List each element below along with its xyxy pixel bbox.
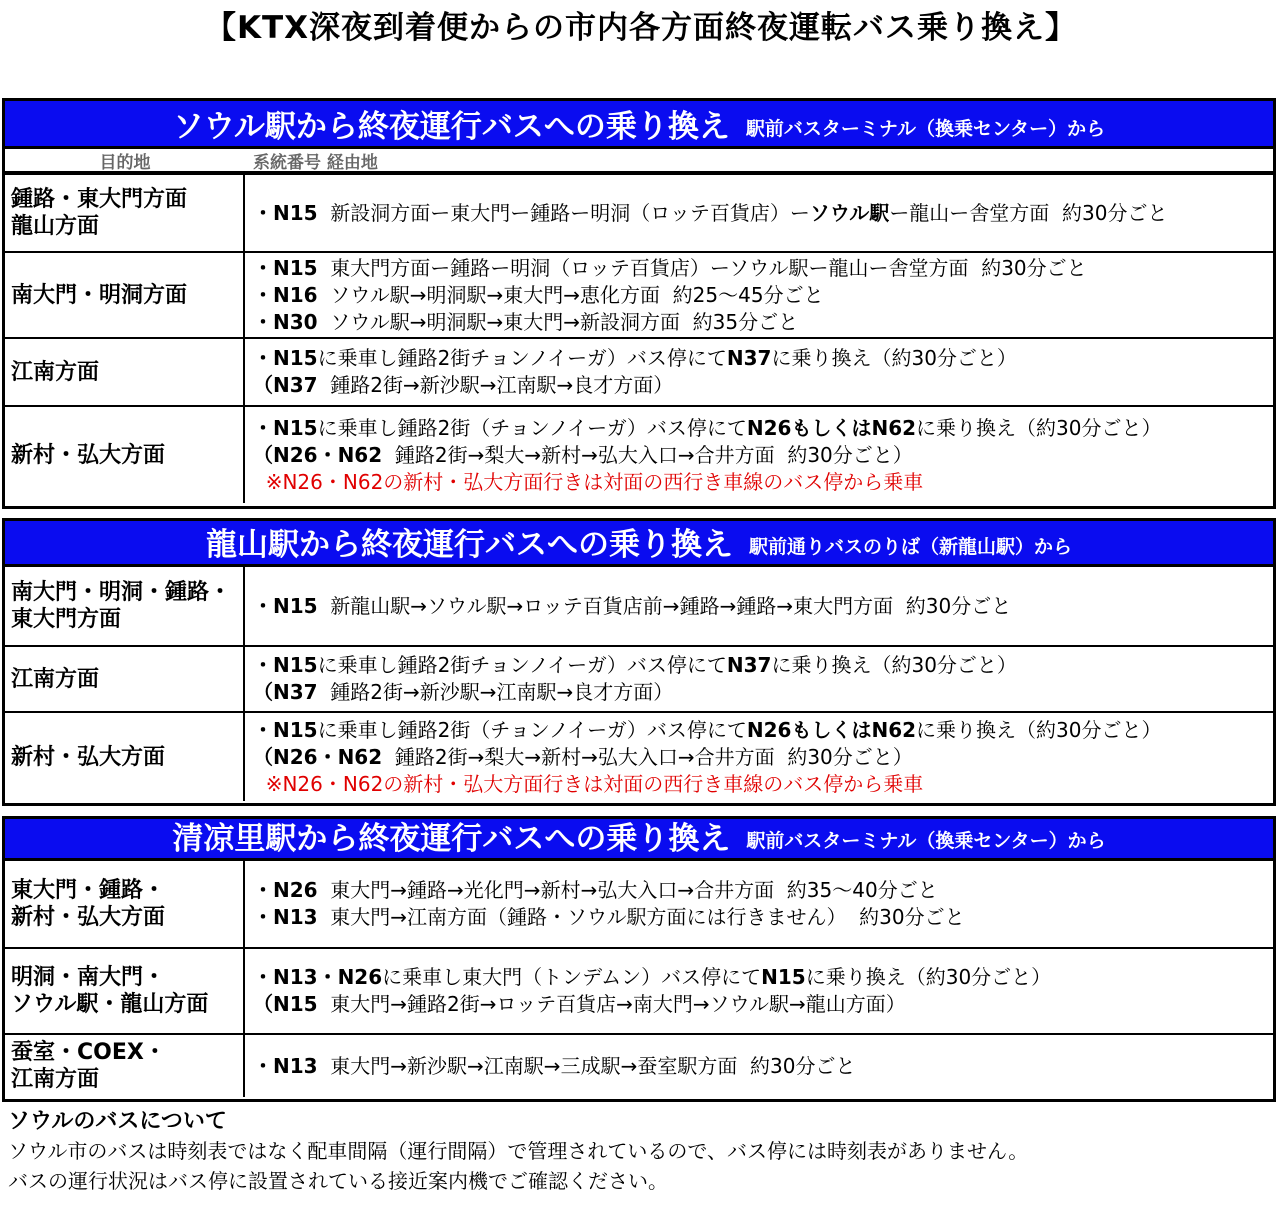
route-text: に乗り換え（約30分ごと） (805, 965, 1052, 989)
route-line (253, 717, 1265, 744)
table-row (5, 861, 1273, 947)
route-line (253, 415, 1265, 442)
route-line (253, 593, 1265, 620)
destination-line: 鍾路・東大門方面 (11, 187, 188, 212)
route-line (253, 469, 1265, 496)
column-header (5, 149, 1273, 173)
boarding-note: ※N26・N62の新村・弘大方面行きは対面の西行き車線のバス停から乗車 (253, 469, 924, 494)
route-text: に乗車し鍾路2街（チョンノイーガ）バス停にて (317, 717, 747, 742)
destination-line: 南大門・明洞・鍾路・ (11, 580, 232, 605)
route-number: ソウル駅 (809, 200, 890, 225)
section-title: 龍山駅から終夜運行バスへの乗り換え (205, 527, 733, 563)
route-text: 新龍山駅→ソウル駅→ロッテ百貨店前→鍾路→鍾路→東大門方面 約30分ごと (317, 593, 1012, 618)
column-route: 系統番号 経由地 (253, 152, 378, 173)
route-text: に乗車し鍾路2街チョンノイーガ）バス停にて (317, 653, 727, 677)
destination-cell (5, 1035, 245, 1097)
destination-cell (5, 253, 245, 337)
destination-cell (5, 861, 245, 947)
route-number: N26もしくはN62 (746, 415, 917, 440)
table-row (5, 711, 1273, 801)
route-number: （N15 (253, 992, 318, 1016)
route-text: に乗車し鍾路2街（チョンノイーガ）バス停にて (317, 415, 747, 440)
destination-line: 東大門・鍾路・ (11, 878, 166, 903)
destination-line: 江南方面 (11, 359, 100, 385)
route-text: 鍾路2街→梨大→新村→弘大入口→合井方面 約30分ごと） (382, 744, 913, 769)
section-subtitle: 駅前バスターミナル（換乗センター）から (746, 830, 1106, 852)
route-line (253, 1053, 1265, 1080)
about-line: ソウル市のバスは時刻表ではなく配車間隔（運行間隔）で管理されているので、バス停には時刻表がありません。 (8, 1139, 1029, 1163)
destination-line: 龍山方面 (11, 214, 100, 239)
route-cell (245, 949, 1273, 1033)
route-text: に乗り換え（約30分ごと） (771, 653, 1017, 677)
route-text: 鍾路2街→新沙駅→江南駅→良才方面） (317, 373, 674, 397)
section-header (5, 101, 1273, 149)
table-row (5, 173, 1273, 251)
route-line (253, 652, 1265, 679)
destination-cell (5, 407, 245, 503)
section-yongsan-station (2, 518, 1276, 806)
route-text: に乗車し鍾路2街チョンノイーガ）バス停にて (317, 346, 727, 370)
route-number: N37 (726, 653, 772, 677)
table-row (5, 251, 1273, 337)
route-line (253, 442, 1265, 469)
route-cell (245, 175, 1273, 251)
route-number: ・N30 (253, 309, 318, 334)
route-number: ・N13・N26 (253, 965, 383, 989)
route-number: ・N15 (253, 593, 318, 618)
route-text: ソウル駅→明洞駅→東大門→恵化方面 約25～45分ごと (317, 282, 824, 307)
route-number: （N37 (253, 680, 318, 704)
route-line (253, 991, 1265, 1018)
destination-cell (5, 713, 245, 801)
destination-line: 江南方面 (11, 1067, 100, 1092)
route-number: N15 (761, 965, 806, 989)
section-header (5, 521, 1273, 567)
route-text: ソウル駅→明洞駅→東大門→新設洞方面 約35分ごと (317, 309, 799, 334)
route-number: ・N26 (253, 878, 318, 902)
route-number: ・N13 (253, 1053, 318, 1078)
destination-line: ソウル駅・龍山方面 (11, 992, 209, 1017)
destination-line: 明洞・南大門・ (11, 965, 166, 990)
route-text: 新設洞方面ー東大門ー鍾路ー明洞（ロッテ百貨店）ー (317, 200, 810, 225)
route-line (253, 744, 1265, 771)
destination-line: 南大門・明洞方面 (11, 282, 188, 308)
route-line (253, 282, 1265, 309)
route-number: ・N15 (253, 653, 318, 677)
route-line (253, 771, 1265, 798)
route-text: 東大門→鍾路2街→ロッテ百貨店→南大門→ソウル駅→龍山方面） (317, 992, 906, 1016)
route-cell (245, 567, 1273, 645)
route-text: に乗車し東大門（トンデムン）バス停にて (382, 965, 762, 989)
route-text: 東大門→鍾路→光化門→新村→弘大入口→合井方面 約35～40分ごと (317, 878, 938, 902)
destination-line: 江南方面 (11, 666, 100, 692)
route-cell (245, 647, 1273, 711)
section-subtitle: 駅前通りバスのりば（新龍山駅）から (748, 536, 1072, 558)
section-title: ソウル駅から終夜運行バスへの乗り換え (172, 109, 730, 145)
route-text: に乗り換え（約30分ごと） (916, 717, 1162, 742)
about-line: バスの運行状況はバス停に設置されている接近案内機でご確認ください。 (8, 1169, 668, 1193)
about-title: ソウルのバスについて (8, 1109, 227, 1134)
route-text: ー龍山ー舎堂方面 約30分ごと (889, 200, 1168, 225)
page-title: 【KTX深夜到着便からの市内各方面終夜運転バス乗り換え】 (204, 10, 1078, 46)
route-text: 鍾路2街→新沙駅→江南駅→良才方面） (317, 680, 674, 704)
route-text: に乗り換え（約30分ごと） (771, 346, 1017, 370)
destination-line: 新村・弘大方面 (11, 744, 166, 770)
destination-line: 蚕室・COEX・ (11, 1040, 166, 1065)
route-text: 鍾路2街→梨大→新村→弘大入口→合井方面 約30分ごと） (382, 442, 913, 467)
route-number: ・N13 (253, 905, 318, 929)
destination-line: 新村・弘大方面 (11, 442, 166, 468)
route-cell (245, 253, 1273, 337)
route-text: 東大門方面ー鍾路ー明洞（ロッテ百貨店）ーソウル駅ー龍山ー舎堂方面 約30分ごと (317, 255, 1087, 280)
route-number: N26もしくはN62 (746, 717, 917, 742)
section-header (5, 819, 1273, 861)
section-title: 清凉里駅から終夜運行バスへの乗り換え (172, 821, 731, 857)
table-row (5, 567, 1273, 645)
route-number: （N37 (253, 373, 318, 397)
table-row (5, 1033, 1273, 1097)
route-cell (245, 861, 1273, 947)
route-number: ・N15 (253, 415, 318, 440)
route-number: ・N15 (253, 346, 318, 370)
route-cell (245, 339, 1273, 405)
table-row (5, 947, 1273, 1033)
route-text: に乗り換え（約30分ごと） (916, 415, 1162, 440)
route-line (253, 345, 1265, 372)
column-destination: 目的地 (99, 152, 151, 173)
destination-line: 新村・弘大方面 (11, 905, 166, 930)
route-line (253, 964, 1265, 991)
route-number: ・N16 (253, 282, 318, 307)
route-cell (245, 407, 1273, 503)
route-cell (245, 1035, 1273, 1097)
route-number: （N26・N62 (253, 442, 383, 467)
section-subtitle: 駅前バスターミナル（換乗センター）から (745, 118, 1106, 140)
destination-cell (5, 175, 245, 251)
route-line (253, 200, 1265, 227)
table-row (5, 337, 1273, 405)
table-row (5, 645, 1273, 711)
route-number: N37 (726, 346, 772, 370)
destination-line: 東大門方面 (11, 607, 122, 632)
route-text: 東大門→江南方面（鍾路・ソウル駅方面には行きません） 約30分ごと (317, 905, 965, 929)
destination-cell (5, 647, 245, 711)
route-line (253, 904, 1265, 931)
destination-cell (5, 949, 245, 1033)
route-cell (245, 713, 1273, 801)
destination-cell (5, 339, 245, 405)
route-number: （N26・N62 (253, 744, 383, 769)
route-line (253, 877, 1265, 904)
boarding-note: ※N26・N62の新村・弘大方面行きは対面の西行き車線のバス停から乗車 (253, 771, 924, 796)
route-line (253, 679, 1265, 706)
route-text: 東大門→新沙駅→江南駅→三成駅→蚕室駅方面 約30分ごと (317, 1053, 856, 1078)
section-seoul-station (2, 98, 1276, 509)
table-row (5, 405, 1273, 503)
route-number: ・N15 (253, 200, 318, 225)
route-line (253, 255, 1265, 282)
route-number: ・N15 (253, 717, 318, 742)
section-cheongnyangni-station (2, 816, 1276, 1102)
route-line (253, 372, 1265, 399)
about-text (8, 1136, 1028, 1196)
destination-cell (5, 567, 245, 645)
route-number: ・N15 (253, 255, 318, 280)
route-line (253, 309, 1265, 336)
